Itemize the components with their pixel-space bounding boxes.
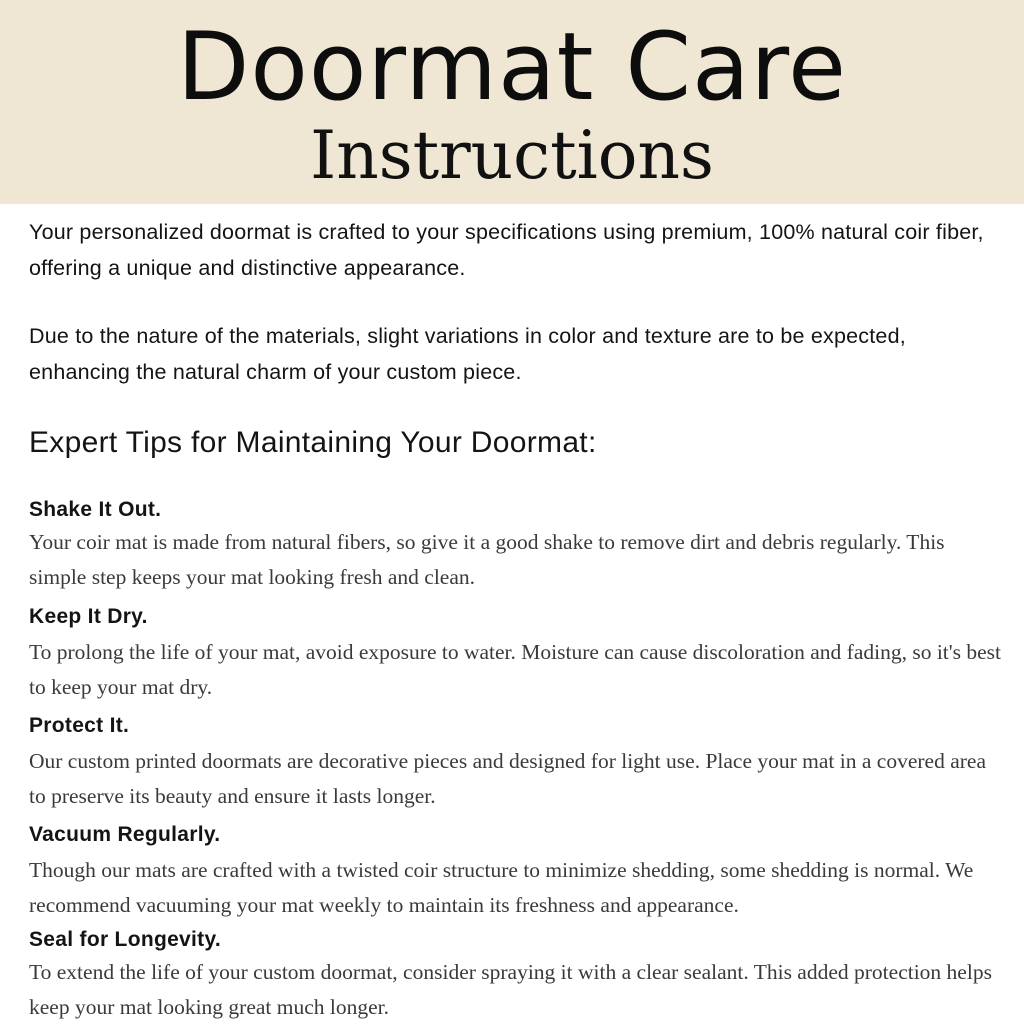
- tip-title-protect: Protect It.: [29, 714, 130, 737]
- tips-heading: Expert Tips for Maintaining Your Doormat:: [29, 426, 597, 459]
- page-subtitle: Instructions: [310, 117, 714, 194]
- intro-paragraph-variations: Due to the nature of the materials, slight variations in color and texture are to be expected, enhancing the natural charm of your custom piece.: [29, 324, 906, 384]
- tip-title-vacuum: Vacuum Regularly.: [29, 823, 221, 846]
- tip-title-dry: Keep It Dry.: [29, 605, 148, 628]
- tip-body-shake: Your coir mat is made from natural fibers, so give it a good shake to remove dirt and debris regularly. This simple step keeps your mat looking fresh and clean.: [29, 530, 945, 589]
- tip-body-seal: To extend the life of your custom doormat, consider spraying it with a clear sealant. This added protection helps keep your mat looking great much longer.: [29, 960, 992, 1019]
- header-banner: [0, 0, 1024, 204]
- page-title: Doormat Care: [177, 13, 847, 122]
- tip-title-seal: Seal for Longevity.: [29, 928, 222, 951]
- tip-body-dry: To prolong the life of your mat, avoid exposure to water. Moisture can cause discoloration and fading, so it's best to keep your mat dry.: [29, 640, 1002, 699]
- tip-body-protect: Our custom printed doormats are decorative pieces and designed for light use. Place your mat in a covered area to preserve its beauty and ensure it lasts longer.: [29, 749, 986, 808]
- tip-title-shake: Shake It Out.: [29, 498, 162, 521]
- intro-paragraph-materials: Your personalized doormat is crafted to your specifications using premium, 100% natural coir fiber, offering a unique and distinctive appearance.: [29, 220, 984, 280]
- tip-body-vacuum: Though our mats are crafted with a twisted coir structure to minimize shedding, some shedding is normal. We recommend vacuuming your mat weekly to maintain its freshness and appearance.: [29, 858, 974, 917]
